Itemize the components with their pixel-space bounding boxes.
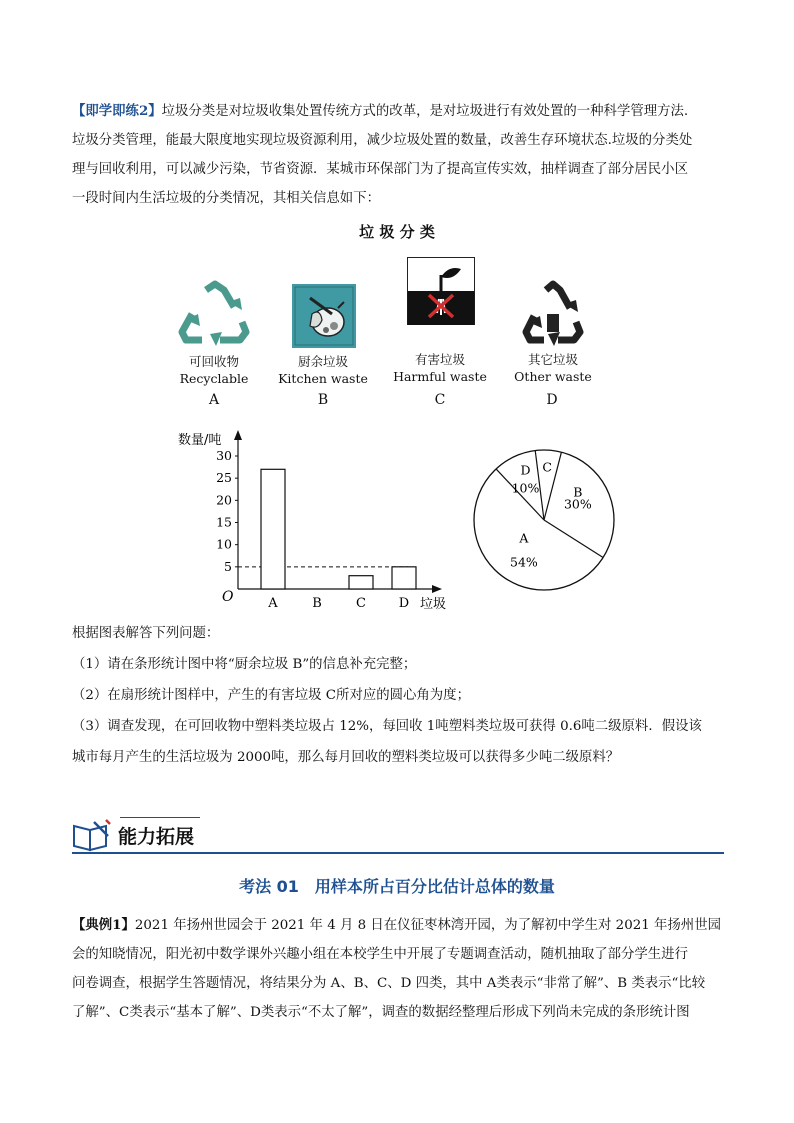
pie-label-b: B	[573, 484, 583, 500]
exercise-paragraph	[72, 97, 722, 213]
pie-chart	[470, 446, 618, 594]
questions-intro: 根据图表解答下列问题：	[72, 626, 220, 641]
section-divider	[72, 852, 724, 854]
question-3-line-1: （3）调查发现，在可回收物中塑料类垃圾占 12%，每回收 1吨塑料类垃圾可获得 0.6吨二级原料．假设该	[72, 719, 702, 734]
x-tick-label-d: D	[398, 596, 410, 611]
pie-label-c: C	[542, 459, 552, 475]
y-tick-label: 10	[216, 536, 232, 552]
section-title: 能力拓展	[118, 826, 195, 848]
bin-a-en: Recyclable	[179, 371, 249, 386]
bin-d-en: Other waste	[514, 369, 592, 384]
example-line-2: 会的知晓情况，阳光初中数学课外兴趣小组在本校学生中开展了专题调查活动，随机抽取了部分学生进行	[72, 947, 688, 962]
bar-d	[392, 567, 416, 589]
y-tick-label: 30	[216, 448, 232, 463]
y-tick-label: 25	[216, 470, 232, 486]
exercise-line-3: 理与回收利用，可以减少污染，节省资源．某城市环保部门为了提高宣传实效，抽样调查了部分居民小区	[72, 162, 688, 177]
pie-percent-d: 10%	[511, 480, 540, 496]
bin-label-d	[503, 351, 603, 385]
example-paragraph	[72, 911, 722, 1027]
y-tick-label: 15	[216, 514, 232, 530]
kitchen-waste-icon	[292, 284, 356, 348]
pie-label-a: A	[519, 530, 529, 546]
origin-label: O	[222, 589, 234, 605]
bar-chart	[170, 424, 460, 616]
example-line-1: 2021 年扬州世园会于 2021 年 4 月 8 日在仪征枣林湾开园，为了解初中学生对 2021 年扬州世园	[134, 918, 721, 933]
bar-c	[349, 576, 373, 589]
bar-a	[261, 469, 285, 589]
pie-label-d: D	[520, 462, 531, 478]
question-1: （1）请在条形统计图中将“厨余垃圾 B”的信息补充完整；	[72, 657, 417, 672]
section-overline	[120, 817, 200, 818]
exercise-tag: 【即学即练2】	[72, 103, 162, 119]
exercise-line-2: 垃圾分类管理，能最大限度地实现垃圾资源利用，减少垃圾处置的数量，改善生存环境状态.垃圾的分类处	[72, 133, 693, 148]
harmful-waste-icon	[407, 257, 475, 325]
exercise-line-4: 一段时间内生活垃圾的分类情况，其相关信息如下：	[72, 191, 380, 206]
example-title: 考法 01 用样本所占百分比估计总体的数量	[239, 877, 555, 896]
bin-d-zh: 其它垃圾	[527, 352, 578, 367]
question-3-line-2: 城市每月产生的生活垃圾为 2000吨，那么每月回收的塑料类垃圾可以获得多少吨二级原料？	[72, 750, 620, 765]
other-waste-icon	[520, 280, 586, 348]
pie-percent-b: 30%	[563, 496, 592, 512]
x-tick-label-c: C	[356, 596, 366, 611]
bin-letter-c: C	[434, 392, 446, 408]
x-axis-label: 垃圾	[420, 597, 447, 612]
bin-c-zh: 有害垃圾	[414, 352, 465, 367]
example-line-4: 了解”、C类表示“基本了解”、D类表示“不太了解”，调查的数据经整理后形成下列尚未完成的条形统计图	[72, 1005, 690, 1020]
bin-label-b	[273, 353, 373, 387]
example-line-3: 问卷调查，根据学生答题情况，将结果分为 A、B、C、D 四类，其中 A类表示“非常了解”、B 类表示“比较	[72, 976, 706, 991]
y-axis-arrow	[234, 430, 242, 440]
question-2: （2）在扇形统计图样中，产生的有害垃圾 C所对应的圆心角为度；	[72, 688, 470, 703]
bin-b-zh: 厨余垃圾	[297, 354, 348, 369]
y-tick-label: 20	[216, 492, 232, 508]
bin-a-zh: 可回收物	[188, 354, 239, 369]
pie-percent-a: 54%	[510, 554, 538, 570]
bin-letter-a: A	[208, 392, 220, 408]
x-tick-label-a: A	[268, 596, 278, 611]
y-tick-label: 5	[224, 558, 232, 574]
x-axis-arrow	[432, 585, 442, 593]
recycle-icon	[176, 280, 254, 348]
bin-b-en: Kitchen waste	[278, 371, 368, 386]
bins-title: 垃 圾 分 类	[359, 223, 435, 241]
y-axis-label: 数量/吨	[178, 433, 222, 448]
bin-letter-d: D	[546, 392, 558, 408]
exercise-line-1: 垃圾分类是对垃圾收集处置传统方式的改革，是对垃圾进行有效处置的一种科学管理方法.	[161, 104, 689, 119]
bin-c-en: Harmful waste	[393, 369, 487, 384]
example-tag: 【典例1】	[72, 917, 135, 933]
bin-label-c	[390, 351, 490, 385]
bin-letter-b: B	[317, 392, 329, 408]
book-icon	[72, 818, 112, 852]
x-tick-label-b: B	[312, 596, 322, 611]
bin-label-a	[172, 353, 256, 387]
